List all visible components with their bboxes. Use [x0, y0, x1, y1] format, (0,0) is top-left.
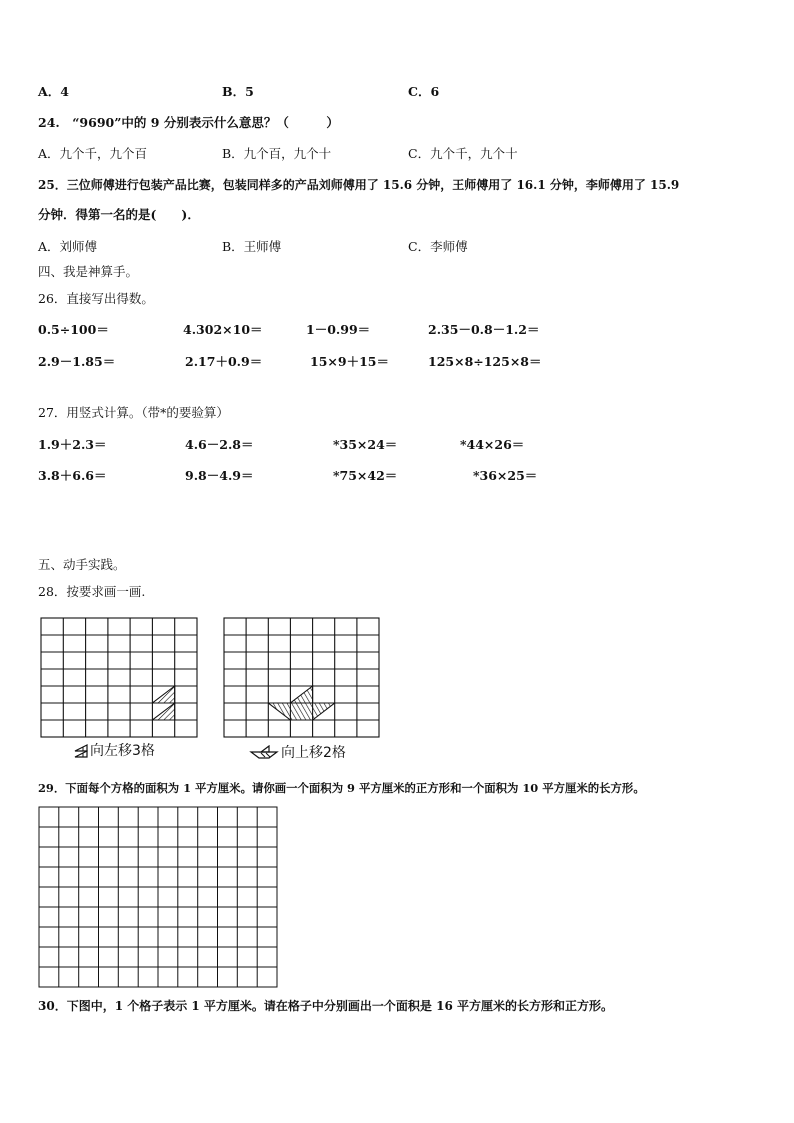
q27-item: *36×25＝ [473, 468, 538, 483]
q29-stem: 29．下面每个方格的面积为 1 平方厘米。请你画一个面积为 9 平方厘米的正方形和一个面积为 10 平方厘米的长方形。 [38, 781, 645, 795]
sail-icon [73, 743, 89, 759]
section-4-heading: 四、我是神算手。 [38, 264, 139, 279]
q27-item: 1.9＋2.3＝ [38, 437, 107, 452]
q24-option-c: C．九个千，九个十 [408, 146, 518, 161]
q25-stem-line1: 25．三位师傅进行包装产品比赛，包装同样多的产品刘师傅用了 15.6 分钟，王师傅用了 16.1 分钟，李师傅用了 15.9 [38, 178, 680, 192]
q23-option-a: A．4 [38, 84, 69, 99]
q29-grid [38, 806, 280, 990]
q26-item: 2.35－0.8－1.2＝ [428, 322, 540, 337]
q26-item: 4.302×10＝ [183, 322, 263, 337]
q26-item: 15×9＋15＝ [310, 354, 389, 369]
q24-option-a: A．九个千，九个百 [38, 146, 148, 161]
q26-item: 2.17＋0.9＝ [185, 354, 263, 369]
q25-stem-line2: 分钟．得第一名的是( )． [38, 207, 200, 222]
q28-right-grid [223, 617, 383, 739]
boat-shape [268, 686, 334, 720]
section-5-heading: 五、动手实践。 [38, 557, 126, 572]
q27-item: *75×42＝ [333, 468, 398, 483]
q26-item: 0.5÷100＝ [38, 322, 109, 337]
q25-option-c: C．李师傅 [408, 239, 468, 254]
q26-item: 1－0.99＝ [306, 322, 371, 337]
sail-shape [152, 686, 174, 720]
q27-stem: 27．用竖式计算。（带*的要验算） [38, 405, 229, 420]
q26-item: 125×8÷125×8＝ [428, 354, 542, 369]
boat-icon [249, 745, 279, 759]
q23-option-b: B．5 [222, 84, 254, 99]
q28-caption-right: 向上移2格 [281, 745, 346, 761]
q28-caption-left: 向左移3格 [90, 743, 155, 759]
q24-option-b: B．九个百，九个十 [222, 146, 332, 161]
q30-stem: 30．下图中，1 个格子表示 1 平方厘米。请在格子中分别画出一个面积是 16 平方厘米的长方形和正方形。 [38, 999, 613, 1013]
q27-item: 4.6－2.8＝ [185, 437, 254, 452]
q25-option-a: A．刘师傅 [38, 239, 98, 254]
q25-option-b: B．王师傅 [222, 239, 282, 254]
q26-item: 2.9－1.85＝ [38, 354, 116, 369]
q28-left-grid [40, 617, 200, 739]
q28-stem: 28．按要求画一画. [38, 584, 146, 599]
q27-item: 3.8＋6.6＝ [38, 468, 107, 483]
q24-stem: 24. “9690”中的 9 分别表示什么意思？（ ） [38, 115, 339, 130]
q26-stem: 26．直接写出得数。 [38, 291, 154, 306]
q27-item: *35×24＝ [333, 437, 398, 452]
q27-item: *44×26＝ [460, 437, 525, 452]
q23-option-c: C．6 [408, 84, 440, 99]
q27-item: 9.8－4.9＝ [185, 468, 254, 483]
